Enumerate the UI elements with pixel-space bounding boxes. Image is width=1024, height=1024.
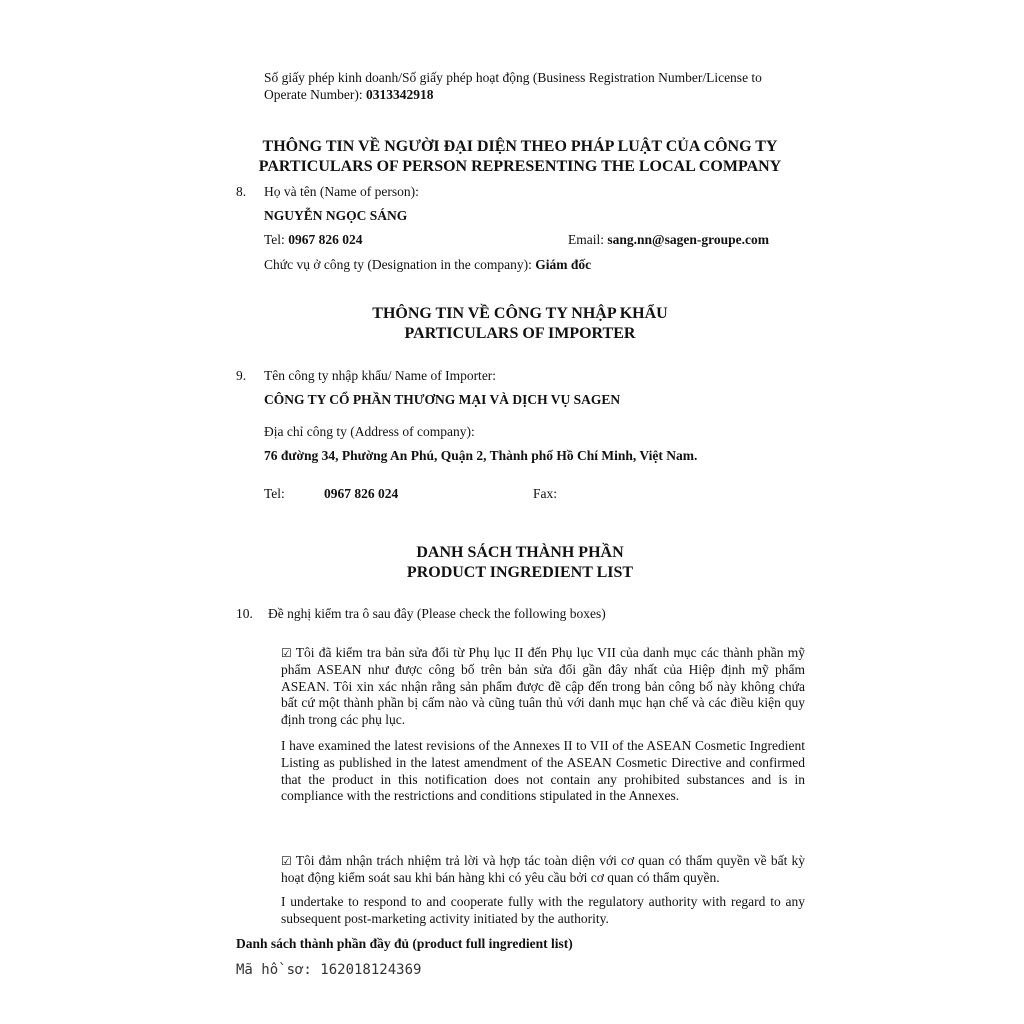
rep-name-label: Họ và tên (Name of person):	[264, 184, 419, 199]
checked-box-icon[interactable]: ☑	[281, 646, 292, 660]
rep-email-label: Email:	[568, 232, 608, 247]
file-code: Mã hồ sơ: 162018124369	[236, 962, 422, 978]
checked-box-icon[interactable]: ☑	[281, 854, 292, 868]
importer-tel-value: 0967 826 024	[324, 486, 399, 501]
item-9-number: 9.	[236, 368, 247, 383]
importer-section-title-en: PARTICULARS OF IMPORTER	[404, 325, 636, 342]
checkbox-2-vi	[281, 853, 805, 887]
registration-number: 0313342918	[365, 87, 434, 102]
rep-section-title-en: PARTICULARS OF PERSON REPRESENTING THE LOCAL COMPANY	[258, 158, 782, 175]
rep-designation	[264, 256, 591, 273]
checkbox-2-en: I undertake to respond to and cooperate fully with the regulatory authority with regard to any subsequent post-marketing activity initiated by the authority.	[281, 894, 805, 926]
rep-section-title-vi: THÔNG TIN VỀ NGƯỜI ĐẠI DIỆN THEO PHÁP LUẬT CỦA CÔNG TY	[262, 138, 778, 155]
registration-label-line2: Operate Number):	[264, 87, 366, 102]
item-10-number: 10.	[236, 606, 253, 621]
rep-name-value: NGUYỄN NGỌC SÁNG	[264, 208, 408, 223]
rep-tel-value: 0967 826 024	[288, 232, 363, 247]
registration-label-line1: Số giấy phép kinh doanh/Số giấy phép hoạt động (Business Registration Number/License to	[264, 70, 762, 85]
item-8-number: 8.	[236, 184, 247, 199]
ingredients-section-title-en: PRODUCT INGREDIENT LIST	[406, 564, 634, 581]
rep-tel-label: Tel:	[264, 232, 289, 247]
rep-designation-label: Chức vụ ở công ty (Designation in the company):	[264, 257, 536, 272]
rep-email	[568, 231, 769, 248]
check-instruction: Đề nghị kiểm tra ô sau đây (Please check the following boxes)	[268, 606, 606, 621]
checkbox-1-en: I have examined the latest revisions of the Annexes II to VII of the ASEAN Cosmetic Ingredient Listing as published in the latest amendment of the ASEAN Cosmetic Directive and confirmed that the product in this notification does not contain any prohibited substances and is in compliance with the restrictions and conditions stipulated in the Annexes.	[281, 738, 805, 804]
rep-email-value: sang.nn@sagen-groupe.com	[607, 232, 769, 247]
full-ingredient-list-label: Danh sách thành phần đầy đủ (product full ingredient list)	[236, 936, 573, 951]
importer-name-value: CÔNG TY CỔ PHẦN THƯƠNG MẠI VÀ DỊCH VỤ SAGEN	[264, 392, 621, 407]
importer-tel-label: Tel:	[264, 486, 285, 501]
registration-line2	[264, 86, 433, 103]
importer-section-title-vi: THÔNG TIN VỀ CÔNG TY NHẬP KHẨU	[372, 305, 668, 322]
rep-designation-value: Giám đốc	[535, 257, 592, 272]
importer-address-value: 76 đường 34, Phường An Phú, Quận 2, Thành phố Hồ Chí Minh, Việt Nam.	[264, 448, 698, 463]
ingredients-section-title-vi: DANH SÁCH THÀNH PHẦN	[416, 544, 624, 561]
checkbox-2-vi-text: Tôi đảm nhận trách nhiệm trả lời và hợp tác toàn diện với cơ quan có thẩm quyền về bất kỳ hoạt động kiểm soát sau khi bán hàng khi có yêu cầu bởi cơ quan có thẩm quyền.	[281, 853, 805, 885]
importer-address-label: Địa chỉ công ty (Address of company):	[264, 424, 475, 439]
checkbox-1-vi	[281, 645, 805, 729]
rep-tel	[264, 231, 362, 248]
importer-fax-label: Fax:	[533, 486, 558, 501]
importer-name-label: Tên công ty nhập khẩu/ Name of Importer:	[264, 368, 497, 383]
checkbox-1-vi-text: Tôi đã kiểm tra bản sửa đổi từ Phụ lục II đến Phụ lục VII của danh mục các thành phần mỹ phẩm ASEAN như được công bố trên bản sửa đổi gần đây nhất của Hiệp định mỹ phẩm ASEAN. Tôi xin xác nhận rằng sản phẩm được đề cập đến trong bản công bố này không chứa bất cứ một thành phần bị cấm nào và cũng tuân thủ với danh mục hạn chế và các điều kiện quy định trong các phụ lục.	[281, 645, 805, 728]
